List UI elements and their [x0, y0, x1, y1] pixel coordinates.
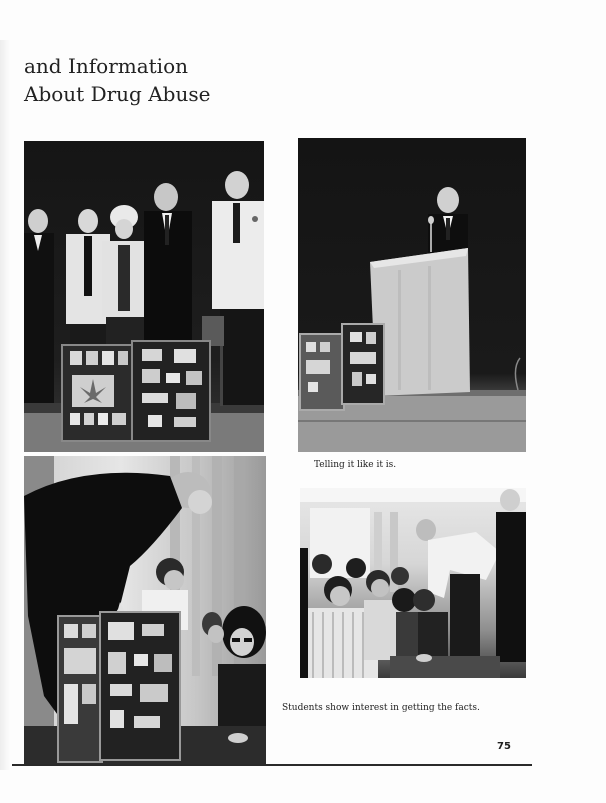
- caption-podium: Telling it like it is.: [314, 460, 397, 470]
- photo-examining-illustration: [24, 456, 266, 764]
- page-title-line-1: and Information: [24, 54, 188, 78]
- photo-students-illustration: [300, 488, 526, 678]
- photo-podium-illustration: [298, 138, 526, 452]
- photo-group-with-display: [24, 141, 264, 452]
- page-number: 75: [497, 741, 511, 752]
- page-title-line-2: About Drug Abuse: [24, 82, 211, 106]
- photo-group-illustration: [24, 141, 264, 452]
- bottom-rule: [12, 764, 532, 766]
- page-title: [24, 52, 210, 108]
- photo-man-examining-display: [24, 456, 266, 764]
- caption-students: Students show interest in getting the facts.: [282, 703, 480, 713]
- photo-students-around-table: [300, 488, 526, 678]
- page-binding-shadow: [0, 40, 10, 770]
- photo-speaker-at-podium: [298, 138, 526, 452]
